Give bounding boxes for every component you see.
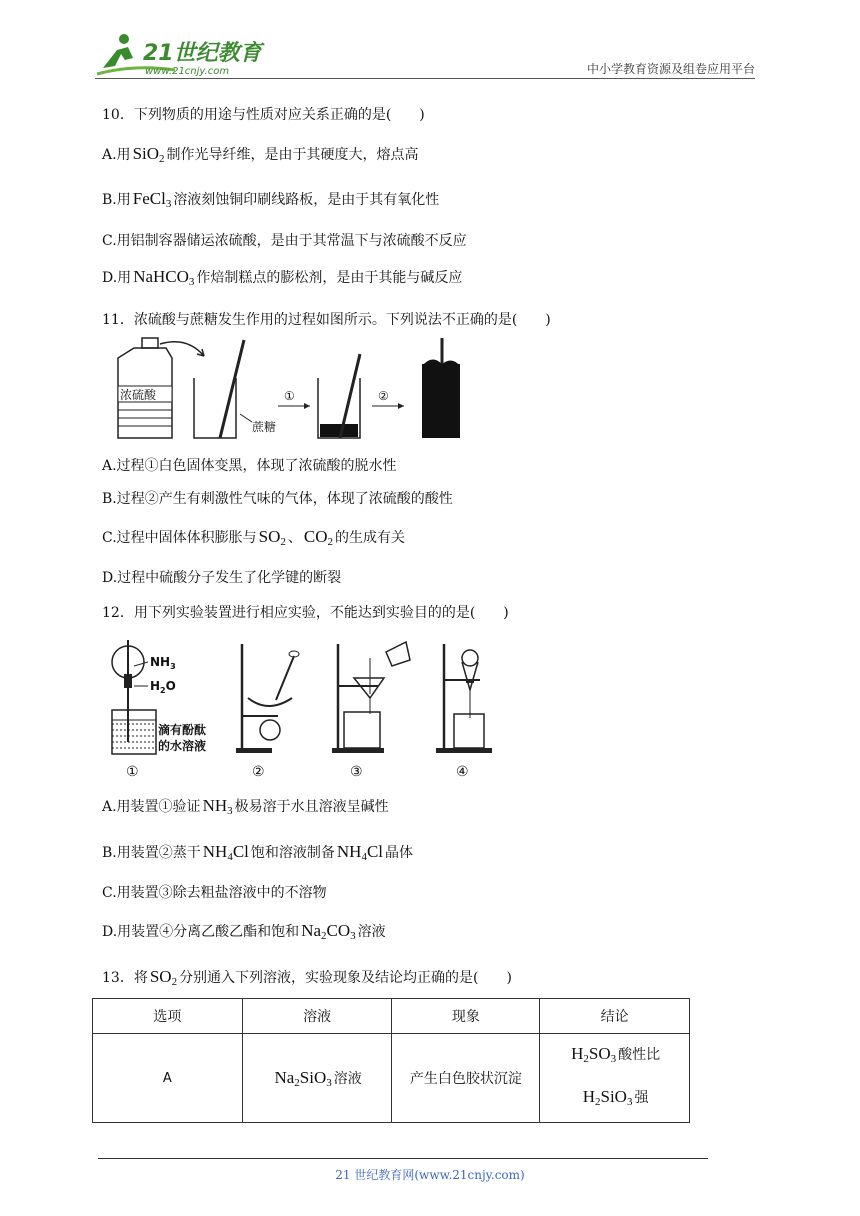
step-arrow-2-icon [372, 389, 404, 409]
q11-stem: 11．浓硫酸与蔗糖发生作用的过程如图所示。下列说法不正确的是( ) [102, 312, 551, 328]
header-option: 选项 [93, 999, 243, 1034]
bottle-label: 浓硫酸 [120, 388, 157, 402]
header-conclusion: 结论 [540, 999, 690, 1034]
q10-option-a: A.用 SiO$_2$ 制作光导纤维，是由于其硬度大，熔点高 [102, 144, 419, 165]
q12-option-b: B.用装置②蒸干 $NH_4Cl$ 饱和溶液制备 $NH_4Cl$ 晶体 [102, 842, 413, 863]
step-2-label: ② [378, 389, 389, 403]
q12-option-d: D.用装置④分离乙酸乙酯和饱和 $Na_2CO_3$ 溶液 [102, 921, 386, 942]
cell-solution: $Na_2SiO_3$ 溶液 [242, 1034, 392, 1123]
evaporation-apparatus-icon [236, 644, 299, 753]
q10-option-b: B.用 FeCl$_3$ 溶液刻蚀铜印刷线路板，是由于其有氧化性 [102, 189, 440, 210]
step-arrow-1-icon [278, 389, 310, 409]
q11-option-d: D.过程中硫酸分子发生了化学键的断裂 [102, 570, 342, 586]
table-row [93, 1034, 690, 1123]
q12-stem: 12．用下列实验装置进行相应实验，不能达到实验目的的是( ) [102, 605, 509, 621]
apparatus-label-2: ② [252, 764, 265, 780]
solution-label-2: 的水溶液 [158, 739, 207, 753]
beaker-black-icon [318, 354, 360, 438]
formula-sio2: SiO$_2$ [132, 144, 165, 165]
apparatus-label-3: ③ [350, 764, 363, 780]
acid-bottle-icon [118, 338, 172, 438]
site-logo [95, 30, 265, 78]
black-column-icon [422, 338, 460, 438]
header-phenomenon: 现象 [392, 999, 540, 1034]
solution-label-1: 滴有酚酞 [158, 723, 207, 737]
platform-name: 中小学教育资源及组卷应用平台 [586, 62, 755, 76]
header-rule [95, 78, 755, 79]
separatory-funnel-icon [436, 644, 492, 753]
svg-text:NH3: $NH_3$ [150, 655, 176, 671]
apparatus-label-1: ① [126, 764, 139, 780]
q11-option-a: A.过程①白色固体变黑，体现了浓硫酸的脱水性 [102, 458, 397, 474]
q13-stem: 13．将 $SO_2$ 分别通入下列溶液，实验现象及结论均正确的是( ) [102, 967, 512, 988]
apparatus-label-4: ④ [456, 764, 469, 780]
q12-option-a: A.用装置①验证 $NH_3$ 极易溶于水且溶液呈碱性 [102, 796, 389, 817]
filtration-apparatus-icon [332, 642, 410, 753]
sugar-label: 蔗糖 [252, 420, 277, 434]
q11-option-b: B.过程②产生有刺激性气味的气体，体现了浓硫酸的酸性 [102, 491, 453, 507]
q10-option-c: C.用铝制容器储运浓硫酸，是由于其常温下与浓硫酸不反应 [102, 233, 467, 249]
nh3-label: NH [150, 655, 171, 669]
q11-figure [112, 334, 482, 446]
beaker-sugar-icon [194, 340, 276, 438]
logo-url-text: www.21cnjy.com [145, 66, 230, 77]
table-header-row [93, 999, 690, 1034]
svg-text:H2O: $H_2O$ [150, 679, 176, 695]
cell-phenomenon: 产生白色胶状沉淀 [392, 1034, 540, 1123]
formula-nahco3: NaHCO$_3$ [133, 267, 195, 288]
step-1-label: ① [284, 389, 295, 403]
q10-option-d: D.用 NaHCO$_3$ 作焙制糕点的膨松剂，是由于其能与碱反应 [102, 267, 463, 288]
q13-table [92, 998, 690, 1123]
q11-option-c: C.过程中固体体积膨胀与 $SO_2$ 、 $CO_2$ 的生成有关 [102, 527, 406, 548]
cell-conclusion: $H_2SO_3$ 酸性比 $H_2SiO_3$ 强 [540, 1034, 690, 1123]
header-solution: 溶液 [242, 999, 392, 1034]
footer-rule [98, 1158, 708, 1159]
h2o-label: H [150, 679, 161, 693]
q10-stem: 10．下列物质的用途与性质对应关系正确的是( ) [102, 107, 425, 123]
logo-main-text: 21世纪教育 [143, 41, 262, 66]
q12-figure [108, 634, 504, 782]
footer-link[interactable]: 21 世纪教育网(www.21cnjy.com) [335, 1168, 525, 1182]
cell-option: A [93, 1034, 243, 1123]
formula-fecl3: FeCl$_3$ [132, 189, 172, 210]
q12-option-c: C.用装置③除去粗盐溶液中的不溶物 [102, 885, 327, 901]
fountain-apparatus-icon [112, 640, 206, 754]
